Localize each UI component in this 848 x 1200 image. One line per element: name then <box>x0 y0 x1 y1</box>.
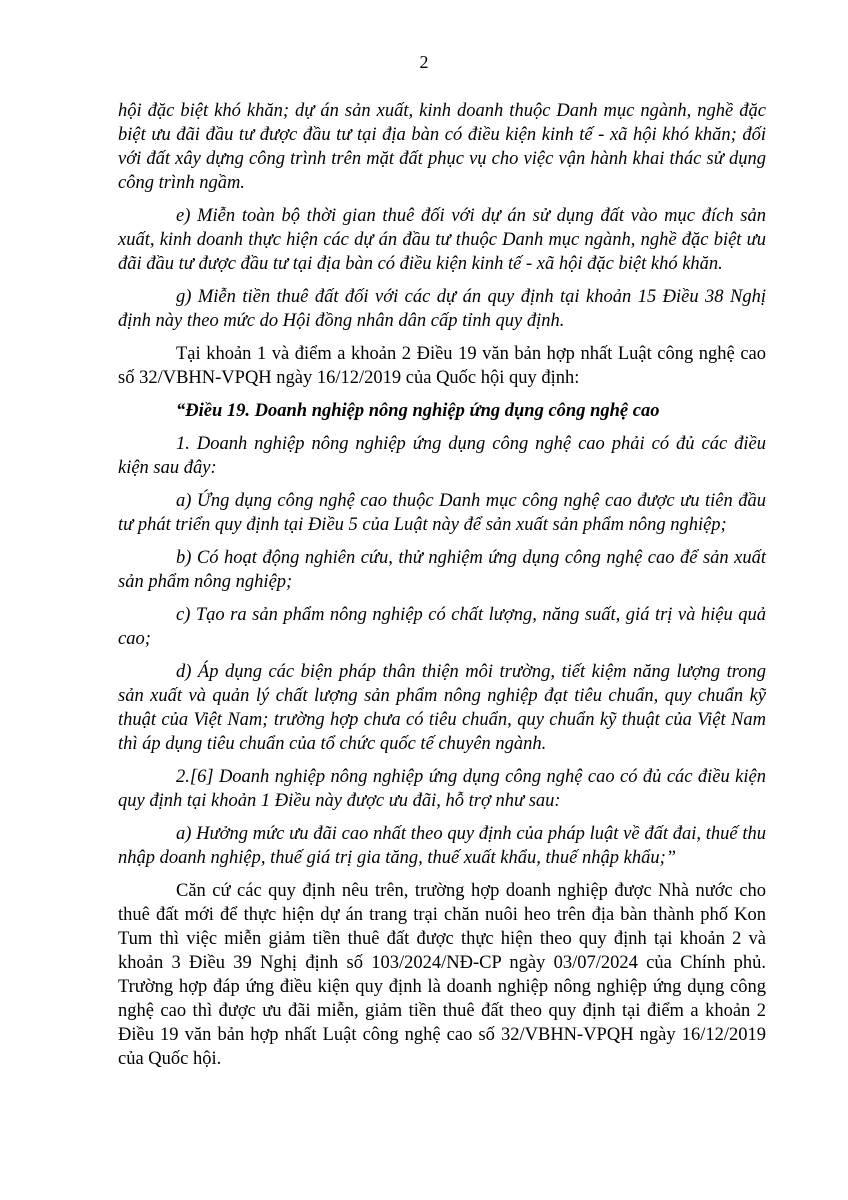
paragraph-conclusion: Căn cứ các quy định nêu trên, trường hợp doanh nghiệp được Nhà nước cho thuê đất mới để thực hiện dự án trang trại chăn nuôi heo trên địa bàn thành phố Kon Tum thì việc miễn giảm tiền thuê đất được thực hiện theo quy định tại khoản 2 và khoản 3 Điều 39 Nghị định số 103/2024/NĐ-CP ngày 03/07/2024 của Chính phủ. Trường hợp đáp ứng điều kiện quy định là doanh nghiệp nông nghiệp ứng dụng công nghệ cao thì được ưu đãi miễn, giảm tiền thuê đất theo quy định tại điểm a khoản 2 Điều 19 văn bản hợp nhất Luật công nghệ cao số 32/VBHN-VPQH ngày 16/12/2019 của Quốc hội. <box>118 881 766 1069</box>
document-body <box>118 99 766 1080</box>
paragraph-citation-intro: Tại khoản 1 và điểm a khoản 2 Điều 19 văn bản hợp nhất Luật công nghệ cao số 32/VBHN-VPQH ngày 16/12/2019 của Quốc hội quy định: <box>118 344 766 388</box>
paragraph-clause-2: 2.[6] Doanh nghiệp nông nghiệp ứng dụng công nghệ cao có đủ các điều kiện quy định tại khoản 1 Điều này được ưu đãi, hỗ trợ như sau: <box>118 767 766 811</box>
paragraph-point-g: g) Miễn tiền thuê đất đối với các dự án quy định tại khoản 15 Điều 38 Nghị định này theo mức do Hội đồng nhân dân cấp tỉnh quy định. <box>118 287 766 331</box>
paragraph-clause-1: 1. Doanh nghiệp nông nghiệp ứng dụng công nghệ cao phải có đủ các điều kiện sau đây: <box>118 434 766 478</box>
paragraph-point-e: e) Miễn toàn bộ thời gian thuê đối với dự án sử dụng đất vào mục đích sản xuất, kinh doanh thực hiện các dự án đầu tư thuộc Danh mục ngành, nghề đặc biệt ưu đãi đầu tư được đầu tư tại địa bàn có điều kiện kinh tế - xã hội đặc biệt khó khăn. <box>118 206 766 274</box>
paragraph-continuation: hội đặc biệt khó khăn; dự án sản xuất, kinh doanh thuộc Danh mục ngành, nghề đặc biệt ưu đãi đầu tư được đầu tư tại địa bàn có điều kiện kinh tế - xã hội khó khăn; đối với đất xây dựng công trình trên mặt đất phục vụ cho việc vận hành khai thác sử dụng công trình ngầm. <box>118 101 766 193</box>
paragraph-clause-1a: a) Ứng dụng công nghệ cao thuộc Danh mục công nghệ cao được ưu tiên đầu tư phát triển quy định tại Điều 5 của Luật này để sản xuất sản phẩm nông nghiệp; <box>118 491 766 535</box>
paragraph-clause-1b: b) Có hoạt động nghiên cứu, thử nghiệm ứng dụng công nghệ cao để sản xuất sản phẩm nông nghiệp; <box>118 548 766 592</box>
article-19-heading: “Điều 19. Doanh nghiệp nông nghiệp ứng dụng công nghệ cao <box>176 401 660 421</box>
paragraph-clause-1c: c) Tạo ra sản phẩm nông nghiệp có chất lượng, năng suất, giá trị và hiệu quả cao; <box>118 605 766 649</box>
paragraph-clause-2a: a) Hưởng mức ưu đãi cao nhất theo quy định của pháp luật về đất đai, thuế thu nhập doanh nghiệp, thuế giá trị gia tăng, thuế xuất khẩu, thuế nhập khẩu;” <box>118 824 766 868</box>
page-number: 2 <box>419 52 429 72</box>
paragraph-clause-1d: d) Áp dụng các biện pháp thân thiện môi trường, tiết kiệm năng lượng trong sản xuất và quản lý chất lượng sản phẩm nông nghiệp đạt tiêu chuẩn, quy chuẩn kỹ thuật của Việt Nam; trường hợp chưa có tiêu chuẩn, quy chuẩn kỹ thuật của Việt Nam thì áp dụng tiêu chuẩn của tổ chức quốc tế chuyên ngành. <box>118 662 766 754</box>
